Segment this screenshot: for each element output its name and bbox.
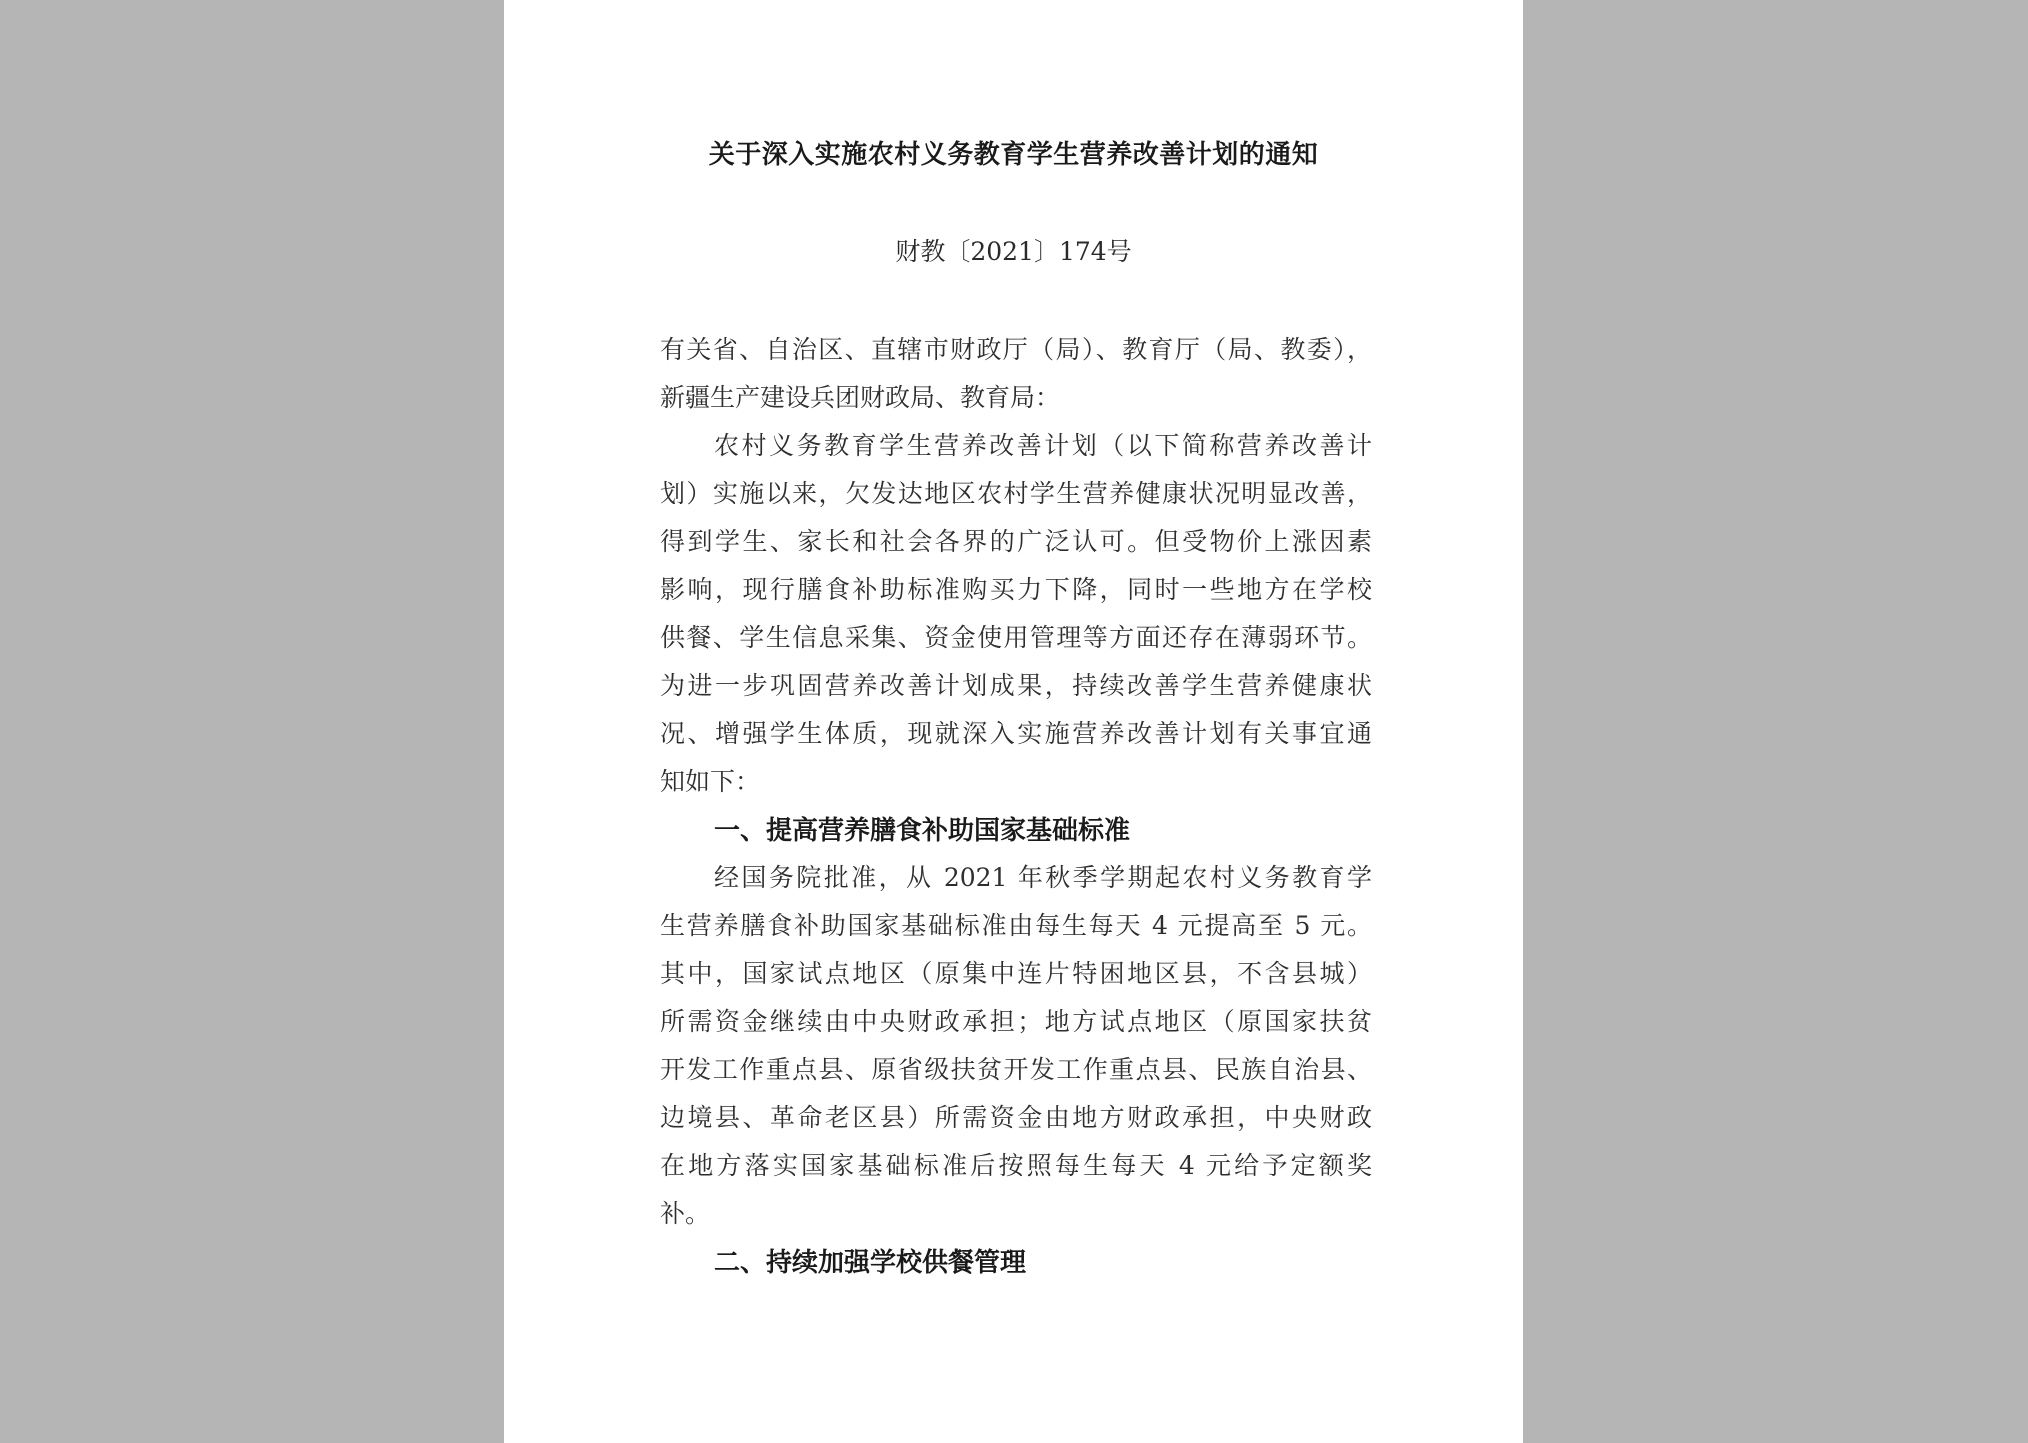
paragraph-line: 经国务院批准，从 2021 年秋季学期起农村义务教育学 (714, 863, 1372, 892)
section-heading: 一、提高营养膳食补助国家基础标准 (714, 816, 1131, 846)
document-page (504, 0, 1523, 1443)
paragraph-line: 况、增强学生体质，现就深入实施营养改善计划有关事宜通 (660, 719, 1372, 748)
paragraph-line: 农村义务教育学生营养改善计划（以下简称营养改善计 (714, 431, 1372, 460)
section-heading: 二、持续加强学校供餐管理 (714, 1248, 1027, 1278)
paragraph-line: 知如下： (660, 767, 761, 796)
paragraph-line: 边境县、革命老区县）所需资金由地方财政承担，中央财政 (660, 1103, 1372, 1132)
paragraph-line: 所需资金继续由中央财政承担；地方试点地区（原国家扶贫 (660, 1007, 1372, 1036)
paragraph-line: 补。 (660, 1199, 711, 1228)
addressee-line: 新疆生产建设兵团财政局、教育局： (660, 383, 1061, 412)
paragraph-line: 生营养膳食补助国家基础标准由每生每天 4 元提高至 5 元。 (660, 911, 1372, 940)
document-title: 关于深入实施农村义务教育学生营养改善计划的通知 (708, 140, 1319, 170)
paragraph-line: 供餐、学生信息采集、资金使用管理等方面还存在薄弱环节。 (660, 623, 1372, 652)
paragraph-line: 划）实施以来，欠发达地区农村学生营养健康状况明显改善， (660, 479, 1372, 508)
addressee-line: 有关省、自治区、直辖市财政厅（局）、教育厅（局、教委）， (660, 335, 1372, 364)
paragraph-line: 其中，国家试点地区（原集中连片特困地区县，不含县城） (660, 959, 1372, 988)
paragraph-line: 开发工作重点县、原省级扶贫开发工作重点县、民族自治县、 (660, 1055, 1372, 1084)
document-number: 财教〔2021〕174号 (895, 237, 1132, 266)
paragraph-line: 影响，现行膳食补助标准购买力下降，同时一些地方在学校 (660, 575, 1372, 604)
paragraph-line: 得到学生、家长和社会各界的广泛认可。但受物价上涨因素 (660, 527, 1372, 556)
paragraph-line: 为进一步巩固营养改善计划成果，持续改善学生营养健康状 (660, 671, 1372, 700)
paragraph-line: 在地方落实国家基础标准后按照每生每天 4 元给予定额奖 (660, 1151, 1372, 1180)
